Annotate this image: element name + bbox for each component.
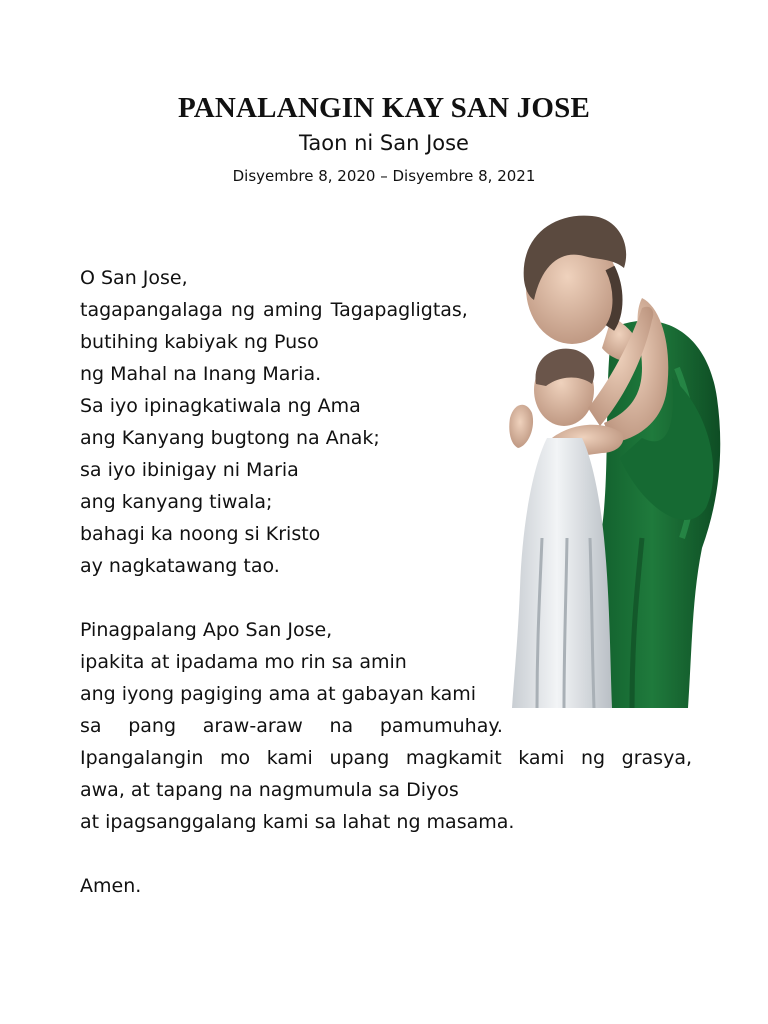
prayer-line-justified bbox=[80, 742, 692, 774]
prayer-line: at ipagsanggalang kami sa lahat ng masama. bbox=[80, 811, 515, 833]
prayer-word: Ipangalangin bbox=[80, 747, 204, 769]
date-range: Disyembre 8, 2020 – Disyembre 8, 2021 bbox=[232, 167, 536, 185]
prayer-line: ipakita at ipadama mo rin sa amin bbox=[80, 651, 407, 673]
prayer-line: ang iyong pagiging ama at gabayan kami bbox=[80, 683, 477, 705]
prayer-line: ang Kanyang bugtong na Anak; bbox=[80, 427, 380, 449]
stanza-gap bbox=[80, 838, 692, 870]
prayer-line: tagapangalaga ng aming Tagapagligtas, bbox=[80, 299, 468, 321]
prayer-word: kami bbox=[266, 747, 313, 769]
prayer-word: na bbox=[329, 715, 354, 737]
prayer-word: mo bbox=[220, 747, 251, 769]
prayer-word: grasya, bbox=[621, 747, 692, 769]
page-subtitle: Taon ni San Jose bbox=[299, 131, 469, 155]
prayer-word: pamumuhay. bbox=[379, 715, 503, 737]
prayer-word: sa bbox=[80, 715, 102, 737]
prayer-line: ang kanyang tiwala; bbox=[80, 491, 273, 513]
prayer-word: pang bbox=[128, 715, 177, 737]
prayer-closing: Amen. bbox=[80, 875, 142, 897]
prayer-line: O San Jose, bbox=[80, 267, 188, 289]
prayer-line-justified bbox=[80, 710, 503, 742]
prayer-word: kami bbox=[518, 747, 565, 769]
prayer-line: Sa iyo ipinagkatiwala ng Ama bbox=[80, 395, 361, 417]
prayer-line: bahagi ka noong si Kristo bbox=[80, 523, 321, 545]
prayer-line: awa, at tapang na nagmumula sa Diyos bbox=[80, 779, 459, 801]
prayer-word: upang bbox=[329, 747, 390, 769]
page-title: PANALANGIN KAY SAN JOSE bbox=[177, 92, 590, 124]
prayer-line: Pinagpalang Apo San Jose, bbox=[80, 619, 333, 641]
prayer-line: ay nagkatawang tao. bbox=[80, 555, 280, 577]
statue-st-joseph-holding-child-icon bbox=[492, 208, 728, 708]
prayer-line: ng Mahal na Inang Maria. bbox=[80, 363, 322, 385]
prayer-word: araw-araw bbox=[202, 715, 303, 737]
prayer-word: magkamit bbox=[405, 747, 502, 769]
prayer-line: butihing kabiyak ng Puso bbox=[80, 331, 319, 353]
prayer-line: sa iyo ibinigay ni Maria bbox=[80, 459, 299, 481]
prayer-word: ng bbox=[580, 747, 606, 769]
